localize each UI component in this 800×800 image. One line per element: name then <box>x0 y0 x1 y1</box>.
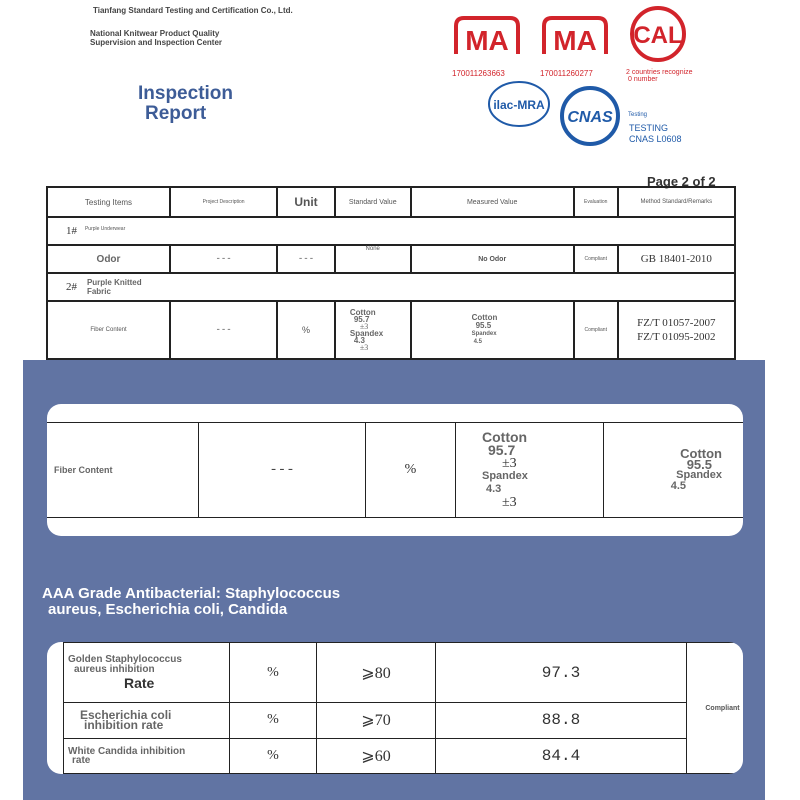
fiber-std-cotton-val: 95.7 <box>353 315 370 324</box>
abx-row-1-name-line2: aureus inhibition <box>74 663 155 675</box>
zoom-std-cotton-val: 95.7 <box>488 442 516 458</box>
cal-caption-line1: 2 countries recognize <box>626 69 693 76</box>
antibacterial-title-line1: AAA Grade Antibacterial: Staphylococcus <box>42 585 341 602</box>
col-header-standard-value: Standard Value <box>335 187 411 217</box>
zoom-meas-spandex-val: 4.5 <box>670 480 686 492</box>
antibacterial-row-2 <box>64 703 744 738</box>
fiber-meas-cotton-val: 95.5 <box>475 321 492 330</box>
center-name-line1: National Knitwear Product Quality <box>90 29 220 38</box>
cnas-logo <box>556 86 624 151</box>
cal-caption-line2: 0 number <box>628 76 658 83</box>
fiber-meas-spandex: Spandex <box>471 331 497 337</box>
fiber-std-cotton: Cotton <box>349 308 376 317</box>
zoom-std-cotton: Cotton <box>482 429 528 445</box>
cal-seal <box>626 4 706 83</box>
report-title-line2: Report <box>145 103 207 124</box>
zoom-meas-cotton-val: 95.5 <box>686 457 712 472</box>
sample-1-name: Purple Underwear <box>84 226 126 232</box>
abx-row-2-unit: % <box>230 703 317 738</box>
col-header-unit: Unit <box>277 187 335 217</box>
fiber-measured <box>411 301 574 359</box>
fiber-evaluation: Compliant <box>574 301 618 359</box>
zoom-std-spandex-val: 4.3 <box>486 483 502 495</box>
zoom-std-tol2: ±3 <box>502 495 517 510</box>
ma-seal-icon <box>540 14 610 58</box>
ilac-mra-text: ilac-MRA <box>493 98 545 112</box>
antibacterial-title-line2: aureus, Escherichia coli, Candida <box>48 601 288 618</box>
odor-standard: None <box>335 245 411 273</box>
sample-2-name <box>87 278 142 296</box>
fiber-method <box>618 301 735 359</box>
abx-row-2-name-line1: Escherichia coli <box>80 708 172 723</box>
report-title <box>138 84 233 124</box>
zoom-fiber-measured <box>604 423 744 518</box>
col-header-method: Method Standard/Remarks <box>618 187 735 217</box>
fiber-std-tol1: ±3 <box>359 322 369 331</box>
abx-row-1-name-line1: Golden Staphylococcus <box>68 653 182 665</box>
odor-unit: --- <box>277 245 335 273</box>
col-header-evaluation: Evaluation <box>574 187 618 217</box>
fiber-zoom-row <box>47 423 743 518</box>
abx-row-2-standard: ⩾70 <box>317 703 436 738</box>
sample-2-cell <box>47 273 735 301</box>
ma-seal-1-number: 170011263663 <box>452 69 505 78</box>
zoom-std-tol1: ±3 <box>502 456 517 471</box>
fiber-row <box>47 301 735 359</box>
sample-2-row <box>47 273 735 301</box>
col-header-project-description: Project Description <box>170 187 277 217</box>
fiber-meas-cotton: Cotton <box>471 313 498 322</box>
odor-evaluation: Compliant <box>574 245 618 273</box>
center-name-line2: Supervision and Inspection Center <box>90 38 223 47</box>
antibacterial-card <box>47 642 743 774</box>
ilac-mra-icon <box>486 78 552 130</box>
cnas-caption-1: Testing <box>628 112 648 118</box>
abx-row-2-name-line2: inhibition rate <box>84 718 164 733</box>
zoom-meas-cotton: Cotton <box>680 446 722 461</box>
sample-1-row <box>47 217 735 245</box>
cnas-caption-3: CNAS L0608 <box>629 134 682 144</box>
zoom-std-spandex: Spandex <box>482 470 528 482</box>
abx-row-3-name-line2: rate <box>72 754 91 766</box>
fiber-std-spandex: Spandex <box>349 329 384 338</box>
abx-row-1-measured: 97.3 <box>436 643 687 703</box>
sample-2-name-line2: Fabric <box>86 287 111 296</box>
abx-row-3-name-line1: White Candida inhibition <box>68 745 186 757</box>
col-header-testing-items: Testing Items <box>47 187 170 217</box>
fiber-meas-spandex-val: 4.5 <box>473 339 482 345</box>
fiber-standard <box>335 301 411 359</box>
company-name: Tianfang Standard Testing and Certification Co., Ltd. <box>93 6 293 15</box>
sample-1-id: 1# <box>66 225 77 237</box>
ma-seal-1 <box>452 14 522 78</box>
cal-seal-icon <box>626 4 690 64</box>
fiber-item: Fiber Content <box>47 301 170 359</box>
fiber-unit: % <box>277 301 335 359</box>
fiber-std-spandex-val: 4.3 <box>353 336 365 345</box>
abx-row-3-name <box>64 738 230 773</box>
zoom-fiber-unit: % <box>366 423 456 518</box>
zoom-fiber-desc: --- <box>199 423 366 518</box>
cal-seal-text: CAL <box>633 22 683 49</box>
fiber-zoom-table <box>47 422 743 518</box>
col-header-measured-value: Measured Value <box>411 187 574 217</box>
abx-row-1-unit: % <box>230 643 317 703</box>
fiber-method-line2: FZ/T 01095-2002 <box>637 331 716 343</box>
antibacterial-table <box>63 642 743 774</box>
abx-row-3-standard: ⩾60 <box>317 738 436 773</box>
center-name <box>90 29 222 47</box>
fiber-desc: --- <box>170 301 277 359</box>
odor-desc: --- <box>170 245 277 273</box>
abx-row-1-name <box>64 643 230 703</box>
fiber-std-tol2: ±3 <box>359 343 369 352</box>
abx-row-2-name <box>64 703 230 738</box>
odor-row <box>47 245 735 273</box>
zoom-fiber-item: Fiber Content <box>47 423 199 518</box>
ilac-mra-logo <box>486 78 552 135</box>
ma-seal-2-number: 170011260277 <box>540 69 593 78</box>
ma-seal-icon <box>452 14 522 58</box>
ma-seal-2 <box>540 14 610 78</box>
antibacterial-row-1 <box>64 643 744 703</box>
zoom-meas-spandex: Spandex <box>676 469 722 481</box>
fiber-zoom-card <box>47 404 743 536</box>
zoom-fiber-standard <box>456 423 604 518</box>
inspection-table <box>46 186 736 360</box>
abx-evaluation: Compliant <box>687 643 744 774</box>
odor-measured: No Odor <box>411 245 574 273</box>
abx-row-3-measured: 84.4 <box>436 738 687 773</box>
sample-1-cell <box>47 217 735 245</box>
abx-row-1-name-line3: Rate <box>124 674 155 691</box>
ma-seal-1-text: MA <box>465 25 509 56</box>
report-title-line1: Inspection <box>138 83 234 104</box>
table-header-row <box>47 187 735 217</box>
odor-item: Odor <box>47 245 170 273</box>
fiber-method-line1: FZ/T 01057-2007 <box>637 317 716 329</box>
antibacterial-row-3 <box>64 738 744 773</box>
cnas-icon <box>556 86 624 146</box>
odor-method: GB 18401-2010 <box>618 245 735 273</box>
sample-2-id: 2# <box>66 281 77 293</box>
cnas-text: CNAS <box>567 109 613 126</box>
ma-seal-2-text: MA <box>553 25 597 56</box>
cnas-caption-2: TESTING <box>629 123 669 133</box>
abx-row-1-standard: ⩾80 <box>317 643 436 703</box>
abx-row-2-measured: 88.8 <box>436 703 687 738</box>
abx-row-3-unit: % <box>230 738 317 773</box>
antibacterial-title <box>42 586 340 618</box>
sample-2-name-line1: Purple Knitted <box>86 278 142 287</box>
page-number: Page 2 of 2 <box>647 174 716 189</box>
